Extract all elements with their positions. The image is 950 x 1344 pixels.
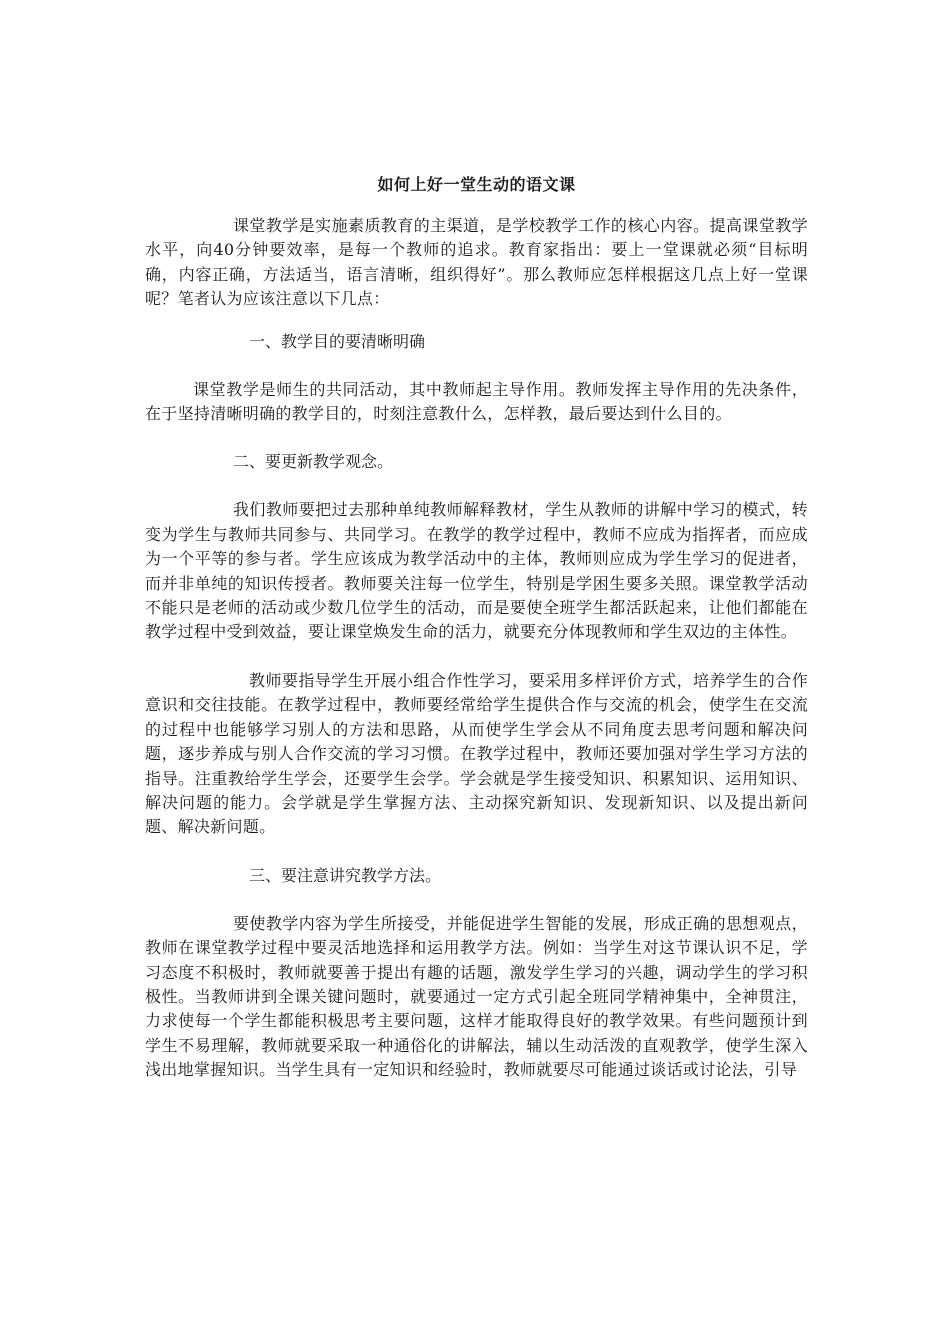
- section-2-paragraph-a: 我们教师要把过去那种单纯教师解释教材，学生从教师的讲解中学习的模式，转变为学生与教师共同参与、共同学习。在教学的教学过程中，教师不应成为指挥者，而应成为一个平等的参与者。学生应该成为教学活动中的主体，教师则应成为学生学习的促进者，而并非单纯的知识传授者。教师要关注每一位学生，特别是学困生要多关照。课堂教学活动不能只是老师的活动或少数几位学生的活动，而是要使全班学生都活跃起来，让他们都能在教学过程中受到效益，要让课堂焕发生命的活力，就要充分体现教师和学生双边的主体性。: [145, 500, 808, 642]
- section-heading-2: 二、要更新教学观念。: [233, 452, 394, 472]
- section-2-paragraph-b: 教师要指导学生开展小组合作性学习，要采用多样评价方式，培养学生的合作意识和交往技能。在教学过程中，教师要经常给学生提供合作与交流的机会，使学生在交流的过程中也能够学习别人的方法和思路，从而使学生学会从不同角度去思考问题和解决问题，逐步养成与别人合作交流的学习习惯。在教学过程中，教师还要加强对学生学习方法的指导。注重教给学生学会，还要学生会学。学会就是学生接受知识、积累知识、运用知识、解决问题的能力。会学就是学生掌握方法、主动探究新知识、发现新知识、以及提出新问题、解决新问题。: [145, 670, 808, 837]
- document-page: [145, 170, 808, 1083]
- section-heading-1: 一、教学目的要清晰明确: [249, 331, 426, 351]
- intro-paragraph: 课堂教学是实施素质教育的主渠道，是学校教学工作的核心内容。提高课堂教学水平，向40分钟要效率，是每一个教师的追求。教育家指出：要上一堂课就必须“目标明确，内容正确，方法适当，语言清晰，组织得好”。那么教师应怎样根据这几点上好一堂课呢？笔者认为应该注意以下几点：: [145, 216, 808, 309]
- document-title: 如何上好一堂生动的语文课: [377, 175, 576, 194]
- section-1-paragraph: 课堂教学是师生的共同活动，其中教师起主导作用。教师发挥主导作用的先决条件，在于坚持清晰明确的教学目的，时刻注意教什么，怎样教，最后要达到什么目的。: [145, 379, 808, 424]
- section-3-paragraph: 要使教学内容为学生所接受，并能促进学生智能的发展，形成正确的思想观点，教师在课堂教学过程中要灵活地选择和运用教学方法。例如：当学生对这节课认识不足，学习态度不积极时，教师就要善于提出有趣的话题，激发学生学习的兴趣，调动学生的学习积极性。当教师讲到全课关键问题时，就要通过一定方式引起全班同学精神集中，全神贯注，力求使每一个学生都能积极思考主要问题，这样才能取得良好的教学效果。有些问题预计到学生不易理解，教师就要采取一种通俗化的讲解法，辅以生动活泼的直观教学，使学生深入浅出地掌握知识。当学生具有一定知识和经验时，教师就要尽可能通过谈话或讨论法，引导: [145, 913, 808, 1080]
- section-heading-3: 三、要注意讲究教学方法。: [249, 865, 442, 885]
